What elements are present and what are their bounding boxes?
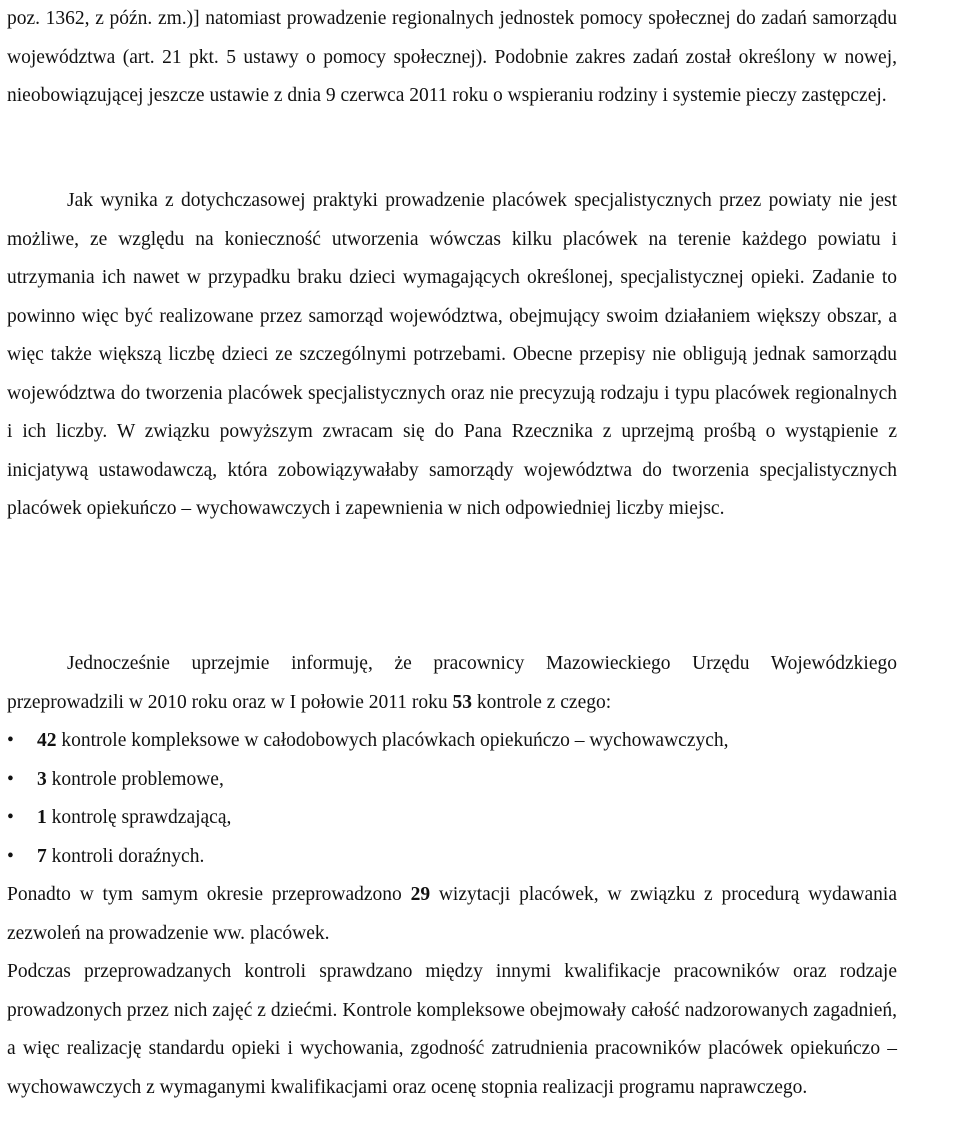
bullet-icon: •: [7, 845, 14, 867]
visits-before: Ponadto w tym samym okresie przeprowadzono: [7, 884, 411, 905]
list-item-number: 42: [37, 730, 57, 751]
inspections-total-count: 53: [452, 691, 472, 713]
paragraph-legal-basis-text: poz. 1362, z późn. zm.)] natomiast prowadzenie regionalnych jednostek pomocy społecznej do zadań samorządu województwa (art. 21 pkt. 5 ustawy o pomocy społecznej). Podobnie zakres zadań został określony w nowej, nieobowiązującej jeszcze ustawie z dnia 9 czerwca 2011 roku o wspieraniu rodziny i systemie pieczy zastępczej.: [7, 8, 897, 106]
bullet-icon: •: [7, 730, 14, 751]
paragraph-inspections-intro: [7, 645, 897, 722]
inspections-list: [7, 722, 907, 876]
list-item: [7, 838, 907, 877]
paragraph-practice: [7, 182, 897, 529]
list-item-text: kontrolę sprawdzającą,: [46, 807, 232, 828]
inspections-intro-after: kontrole z czego:: [472, 691, 612, 713]
list-item-number: 7: [37, 845, 47, 867]
list-item-text: kontroli doraźnych.: [46, 845, 205, 867]
paragraph-inspection-scope-text: Podczas przeprowadzanych kontroli sprawdzano między innymi kwalifikacje pracowników oraz rodzaje prowadzonych przez nich zajęć z dziećmi. Kontrole kompleksowe obejmowały całość nadzorowanych zagadnień, a więc realizację standardu opieki i wychowania, zgodność zatrudnienia pracowników placówek opiekuńczo – wychowawczych z wymaganymi kwalifikacjami oraz ocenę stopnia realizacji programu naprawczego.: [7, 961, 897, 1098]
list-item-text: kontrole problemowe,: [46, 768, 224, 790]
bullet-icon: •: [7, 807, 14, 828]
paragraph-practice-text: Jak wynika z dotychczasowej praktyki prowadzenie placówek specjalistycznych przez powiaty nie jest możliwe, ze względu na konieczność utworzenia wówczas kilku placówek na terenie każdego powiatu i utrzymania ich nawet w przypadku braku dzieci wymagających określonej, specjalistycznej opieki. Zadanie to powinno więc być realizowane przez samorząd województwa, obejmujący swoim działaniem większy obszar, a więc także większą liczbę dzieci ze szczególnymi potrzebami. Obecne przepisy nie obligują jednak samorządu województwa do tworzenia placówek specjalistycznych oraz nie precyzują rodzaju i typu placówek regionalnych i ich liczby. W związku powyższym zwracam się do Pana Rzecznika z uprzejmą prośbą o wystąpienie z inicjatywą ustawodawczą, która zobowiązywałaby samorządy województwa do tworzenia specjalistycznych placówek opiekuńczo – wychowawczych i zapewnienia w nich odpowiedniej liczby miejsc.: [7, 190, 897, 519]
inspections-intro-before: Jednocześnie uprzejmie informuję, że pracownicy Mazowieckiego Urzędu Wojewódzkiego przeprowadzili w 2010 roku oraz w I połowie 2011 roku: [7, 653, 897, 713]
bullet-icon: •: [7, 768, 14, 790]
paragraph-inspection-scope: [7, 953, 897, 1107]
list-item: [7, 722, 907, 761]
list-item: [7, 761, 907, 800]
visits-after: wizytacji placówek, w związku z procedurą wydawania zezwoleń na prowadzenie ww. placówek.: [7, 884, 897, 944]
list-item: [7, 799, 907, 838]
list-item-number: 3: [37, 768, 47, 790]
visits-count: 29: [410, 884, 431, 905]
list-item-text: kontrole kompleksowe w całodobowych placówkach opiekuńczo – wychowawczych,: [56, 730, 729, 751]
list-item-number: 1: [37, 807, 47, 828]
paragraph-visits: [7, 876, 897, 953]
paragraph-legal-basis: [7, 0, 897, 116]
